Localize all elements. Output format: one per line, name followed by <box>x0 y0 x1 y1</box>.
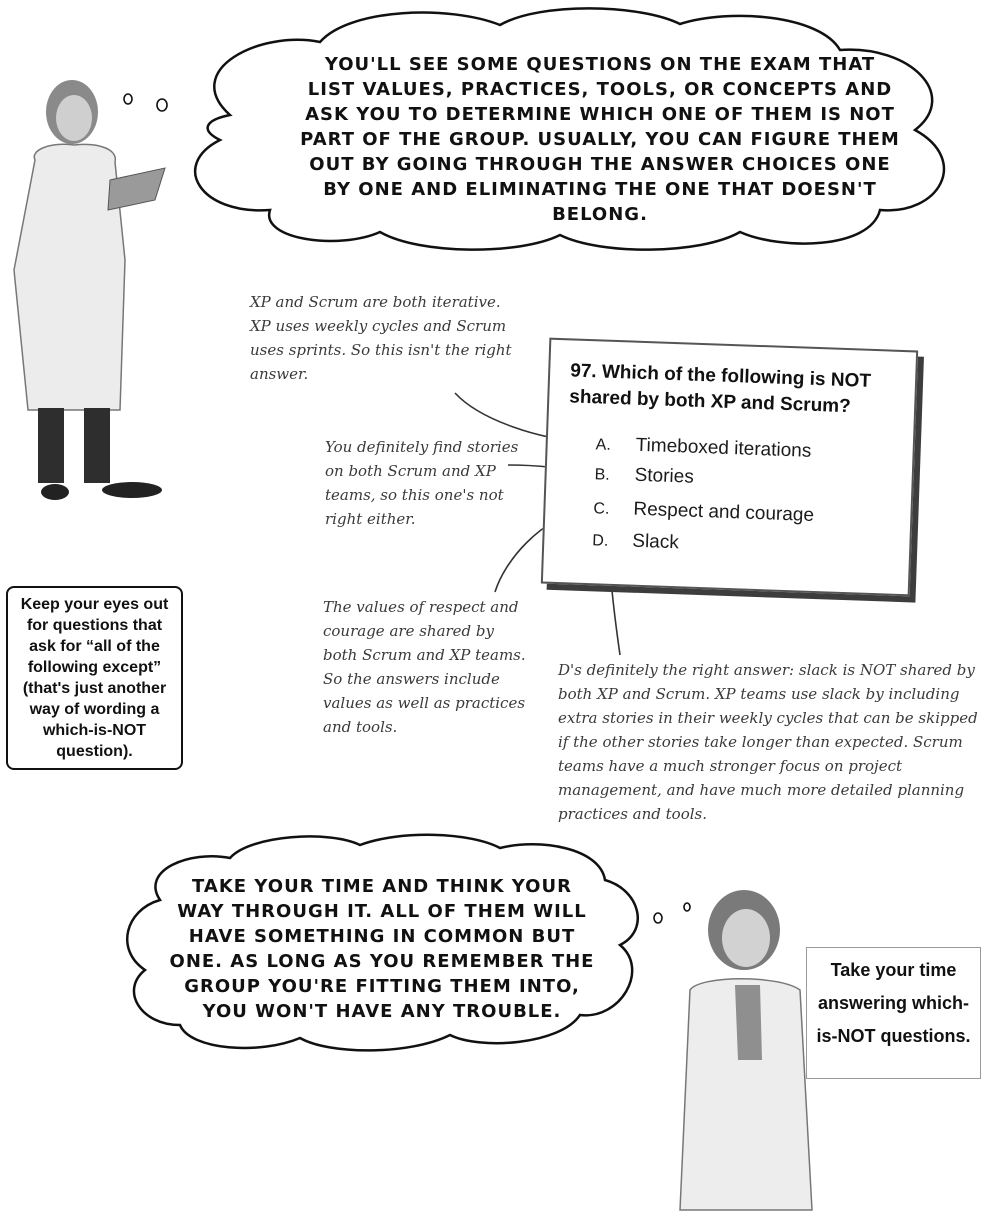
annotation-option-b: You definitely find stories on both Scrum and XP teams, so this one's not right either. <box>325 438 519 528</box>
doctor-holding-sign-figure <box>680 890 812 1210</box>
option-letter: A. <box>595 436 612 454</box>
question-card <box>541 338 918 597</box>
option-text: Respect and courage <box>633 498 815 526</box>
thought-dot <box>684 903 690 911</box>
thought-dot <box>124 94 132 104</box>
option-letter: B. <box>594 466 611 484</box>
option-text: Timeboxed iterations <box>635 434 812 462</box>
answer-option-a <box>595 433 906 466</box>
annotation-option-a: XP and Scrum are both iterative. XP uses weekly cycles and Scrum uses sprints. So this isn't the right answer. <box>250 293 512 383</box>
option-letter: C. <box>593 500 610 518</box>
thought-bubble-bottom-text: TAKE YOUR TIME AND THINK YOUR WAY THROUGH IT. ALL OF THEM WILL HAVE SOMETHING IN COMMON BUT ONE. AS LONG AS YOU REMEMBER THE GROUP YOU'RE FITTING THEM INTO, YOU WON'T HAVE ANY TROUBLE. <box>169 876 595 1022</box>
answer-option-d <box>592 529 903 562</box>
answer-option-c <box>593 497 904 530</box>
option-letter: D. <box>592 532 609 550</box>
answer-option-b <box>594 463 905 496</box>
held-sign: Take your time answering which-is-NOT questions. <box>806 947 981 1079</box>
option-text: Stories <box>634 464 695 488</box>
annotation-option-d: D's definitely the right answer: slack is NOT shared by both XP and Scrum. XP teams use slack by including extra stories in their weekly cycles that can be skipped if the other stories take longer than expected. Scrum teams have a much stronger focus on project management, and have much more detailed planning practices and tools. <box>558 661 978 823</box>
option-text: Slack <box>631 530 680 554</box>
annotation-option-c: The values of respect and courage are shared by both Scrum and XP teams. So the answers include values as well as practices and tools. <box>323 598 526 736</box>
thought-dot <box>157 99 167 111</box>
thought-dot <box>654 913 662 923</box>
doctor-with-clipboard-figure <box>14 80 165 500</box>
thought-bubble-top-text: YOU'LL SEE SOME QUESTIONS ON THE EXAM THAT LIST VALUES, PRACTICES, TOOLS, OR CONCEPTS AND ASK YOU TO DETERMINE WHICH ONE OF THEM IS NOT PART OF THE GROUP. USUALLY, YOU CAN FIGURE THEM OUT BY GOING THROUGH THE ANSWER CHOICES ONE BY ONE AND ELIMINATING THE ONE THAT DOESN'T BELONG. <box>300 54 900 225</box>
question-title: 97. Which of the following is NOT shared by both XP and Scrum? <box>568 360 872 418</box>
tip-box: Keep your eyes out for questions that ask for “all of the following except” (that's just another way of wording a which-is-NOT question). <box>6 586 183 770</box>
